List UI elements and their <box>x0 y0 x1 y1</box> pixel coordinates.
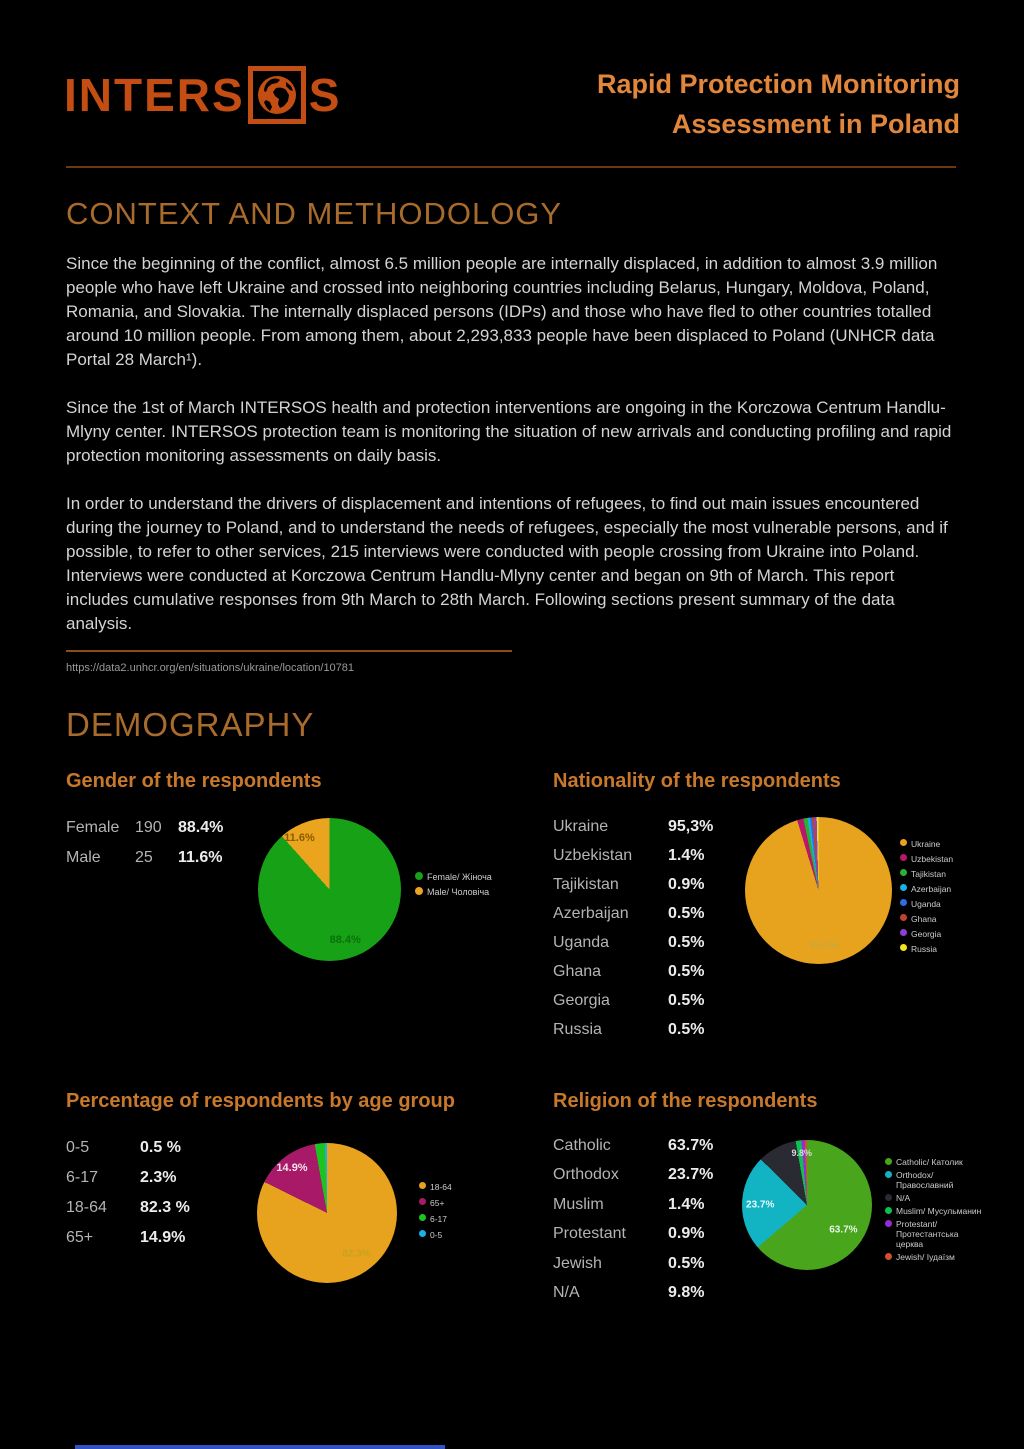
row-label: Jewish <box>553 1254 602 1272</box>
row-label: Azerbaijan <box>553 904 629 922</box>
legend-label: 18-64 <box>430 1182 452 1192</box>
legend-label: Ukraine <box>911 839 941 849</box>
row-label: 0-5 <box>66 1139 90 1156</box>
row-percent: 0.5 % <box>140 1139 181 1156</box>
table-row <box>66 1133 190 1163</box>
table-row <box>553 1015 713 1044</box>
pie-slice-label: 63.7% <box>829 1224 858 1236</box>
legend-item <box>900 839 953 849</box>
pie-slice-label: 11.6% <box>284 832 315 845</box>
context-heading: CONTEXT AND METHODOLOGY <box>66 196 563 231</box>
nationality-chart-title: Nationality of the respondents <box>553 770 841 792</box>
row-label: 18-64 <box>66 1199 107 1216</box>
legend-item <box>885 1193 986 1203</box>
pie-slice-label: 95,3% <box>810 940 839 952</box>
legend-label: Female/ Жіноча <box>427 872 492 882</box>
legend-item <box>885 1219 986 1249</box>
pie-slice-label: 9.8% <box>791 1148 813 1158</box>
legend-label: Orthodox/ Православний <box>896 1170 954 1190</box>
legend-dot <box>885 1220 892 1227</box>
table-row <box>553 899 713 928</box>
row-percent: 0.5% <box>668 962 705 980</box>
gender-pie-chart <box>258 818 401 961</box>
table-row <box>553 1190 713 1220</box>
legend-label: 6-17 <box>430 1214 448 1224</box>
table-row <box>553 1161 713 1191</box>
legend-item <box>900 899 953 909</box>
row-label: Protestant <box>553 1225 626 1243</box>
footnote-divider <box>66 650 512 652</box>
row-label: 65+ <box>66 1229 94 1246</box>
row-label: Uzbekistan <box>553 846 633 864</box>
logo-text-right: S <box>308 69 342 121</box>
religion-pie-chart <box>742 1140 872 1270</box>
row-label: Uganda <box>553 933 610 951</box>
row-count: 190 <box>135 819 162 836</box>
nationality-table <box>553 812 713 1044</box>
table-row <box>66 1223 190 1253</box>
legend-dot <box>885 1194 892 1201</box>
intersos-logo <box>64 66 341 124</box>
row-label: Russia <box>553 1020 602 1038</box>
table-row <box>66 843 223 873</box>
row-label: Male <box>66 849 101 866</box>
legend-dot <box>415 872 423 880</box>
table-row <box>553 841 713 870</box>
legend-dot <box>900 854 907 861</box>
legend-item <box>900 884 953 894</box>
legend-item <box>419 1182 452 1192</box>
globe-icon <box>248 66 306 124</box>
row-percent: 88.4% <box>178 819 224 836</box>
legend-item <box>419 1230 452 1240</box>
row-label: Female <box>66 819 120 836</box>
row-percent: 0.5% <box>668 1254 705 1272</box>
religion-chart-title: Religion of the respondents <box>553 1090 818 1112</box>
legend-dot <box>900 899 907 906</box>
legend-label: 0-5 <box>430 1230 443 1240</box>
legend-item <box>885 1170 986 1190</box>
age-legend <box>419 1182 452 1240</box>
row-percent: 2.3% <box>140 1169 177 1186</box>
legend-item <box>419 1198 452 1208</box>
legend-item <box>885 1206 986 1216</box>
context-paragraph-1: Since the beginning of the conflict, almost 6.5 million people are internally displaced, in addition to almost 3.9 million people who have left Ukraine and crossed into neighboring countries including Belarus, Hungary, Moldova, Poland, Romania, and Slovakia. The internally displaced persons (IDPs) and those who have fled to other countries totalled around 10 million people. From among them, about 2,293,833 people have been displaced to Poland (UNHCR data Portal 28 March¹). <box>66 254 938 369</box>
footnote-link[interactable]: https://data2.unhcr.org/en/situations/ukraine/location/10781 <box>66 662 355 674</box>
legend-label: Georgia <box>911 929 942 939</box>
row-label: Orthodox <box>553 1166 619 1184</box>
row-percent: 9.8% <box>668 1284 705 1302</box>
age-chart-title: Percentage of respondents by age group <box>66 1090 455 1112</box>
legend-label: Protestant/ Протестантська церква <box>896 1219 959 1249</box>
row-label: Ukraine <box>553 817 609 835</box>
report-title-line2: Assessment in Poland <box>671 109 960 139</box>
row-label: Ghana <box>553 962 602 980</box>
table-row <box>553 870 713 899</box>
table-row <box>553 1220 713 1250</box>
row-percent: 95,3% <box>668 817 714 835</box>
row-count: 25 <box>135 849 153 866</box>
row-label: 6-17 <box>66 1169 99 1186</box>
religion-table <box>553 1131 713 1308</box>
table-row <box>553 1131 713 1161</box>
row-label: Georgia <box>553 991 610 1009</box>
legend-dot <box>419 1230 426 1237</box>
legend-dot <box>885 1253 892 1260</box>
context-body <box>66 252 960 660</box>
report-title-line1: Rapid Protection Monitoring <box>597 69 960 99</box>
legend-dot <box>415 887 423 895</box>
legend-label: N/A <box>896 1193 911 1203</box>
row-percent: 0.9% <box>668 875 705 893</box>
legend-label: Ghana <box>911 914 937 924</box>
legend-item <box>900 944 953 954</box>
legend-label: Catholic/ Католик <box>896 1157 963 1167</box>
nationality-legend <box>900 839 953 954</box>
table-row <box>553 986 713 1015</box>
logo-text-left: INTERS <box>64 69 245 121</box>
legend-dot <box>900 929 907 936</box>
legend-dot <box>885 1207 892 1214</box>
gender-legend <box>415 872 492 897</box>
legend-label: Uzbekistan <box>911 854 954 864</box>
legend-dot <box>419 1182 426 1189</box>
header-divider <box>66 166 956 168</box>
legend-item <box>415 887 492 897</box>
pie-slice-label: 14.9% <box>276 1162 308 1175</box>
row-percent: 0.5% <box>668 904 705 922</box>
row-label: Catholic <box>553 1136 611 1154</box>
row-label: Tajikistan <box>553 875 619 893</box>
table-row <box>553 812 713 841</box>
legend-dot <box>419 1198 426 1205</box>
pie-slice-label: 23.7% <box>746 1199 775 1211</box>
age-table <box>66 1133 190 1253</box>
row-percent: 14.9% <box>140 1229 186 1246</box>
legend-dot <box>885 1158 892 1165</box>
legend-dot <box>900 884 907 891</box>
demography-heading: DEMOGRAPHY <box>66 706 315 743</box>
row-percent: 63.7% <box>668 1136 714 1154</box>
row-percent: 11.6% <box>178 849 223 866</box>
table-row <box>66 1163 190 1193</box>
table-row <box>553 1279 713 1309</box>
legend-item <box>419 1214 452 1224</box>
legend-label: Azerbaijan <box>911 884 952 894</box>
row-percent: 23.7% <box>668 1166 714 1184</box>
row-percent: 0.5% <box>668 991 705 1009</box>
table-row <box>66 1193 190 1223</box>
table-row <box>553 957 713 986</box>
report-title <box>597 64 960 144</box>
religion-legend <box>885 1157 986 1262</box>
pie-slice-label: 88.4% <box>329 933 361 946</box>
legend-label: Uganda <box>911 899 941 909</box>
legend-dot <box>900 869 907 876</box>
table-row <box>553 928 713 957</box>
legend-label: Muslim/ Мусульманин <box>896 1206 982 1216</box>
row-percent: 82.3 % <box>140 1199 190 1216</box>
nationality-pie-chart <box>745 817 892 964</box>
legend-item <box>900 929 953 939</box>
legend-label: Male/ Чоловіча <box>427 887 490 897</box>
row-label: Muslim <box>553 1195 604 1213</box>
legend-label: Tajikistan <box>911 869 946 879</box>
legend-item <box>900 854 953 864</box>
row-percent: 0.5% <box>668 933 705 951</box>
row-percent: 0.5% <box>668 1020 705 1038</box>
legend-item <box>900 914 953 924</box>
legend-dot <box>419 1214 426 1221</box>
legend-label: Russia <box>911 944 937 954</box>
context-paragraph-3: In order to understand the drivers of displacement and intentions of refugees, to find out main issues encountered during the journey to Poland, and to understand the needs of refugees, especially the most vulnerable persons, and if possible, to refer to other services, 215 interviews were conducted with people crossing from Ukraine into Poland. Interviews were conducted at Korczowa Centrum Handlu-Mlyny center and began on 9th of March. This report includes cumulative responses from 9th March to 28th March. Following sections present summary of the data analysis. <box>66 494 948 633</box>
age-pie-chart <box>257 1143 397 1283</box>
row-label: N/A <box>553 1284 580 1302</box>
context-paragraph-2: Since the 1st of March INTERSOS health and protection interventions are ongoing in the Korczowa Centrum Handlu-Mlyny center. INTERSOS protection team is monitoring the situation of new arrivals and conducting profiling and rapid protection monitoring assessments on daily basis. <box>66 398 952 465</box>
row-percent: 1.4% <box>668 1195 705 1213</box>
legend-label: Jewish/ Іудаїзм <box>896 1252 955 1262</box>
row-percent: 0.9% <box>668 1225 705 1243</box>
legend-item <box>885 1252 986 1262</box>
table-row <box>66 813 223 843</box>
legend-item <box>885 1157 986 1167</box>
legend-dot <box>900 839 907 846</box>
gender-table <box>66 813 223 873</box>
pie-slice-label: 82.3% <box>342 1248 371 1260</box>
legend-item <box>415 872 492 882</box>
row-percent: 1.4% <box>668 846 705 864</box>
gender-chart-title: Gender of the respondents <box>66 770 322 792</box>
legend-dot <box>885 1171 892 1178</box>
table-row <box>553 1249 713 1279</box>
legend-item <box>900 869 953 879</box>
legend-label: 65+ <box>430 1198 445 1208</box>
legend-dot <box>900 914 907 921</box>
footer-accent-bar <box>75 1445 445 1449</box>
legend-dot <box>900 944 907 951</box>
